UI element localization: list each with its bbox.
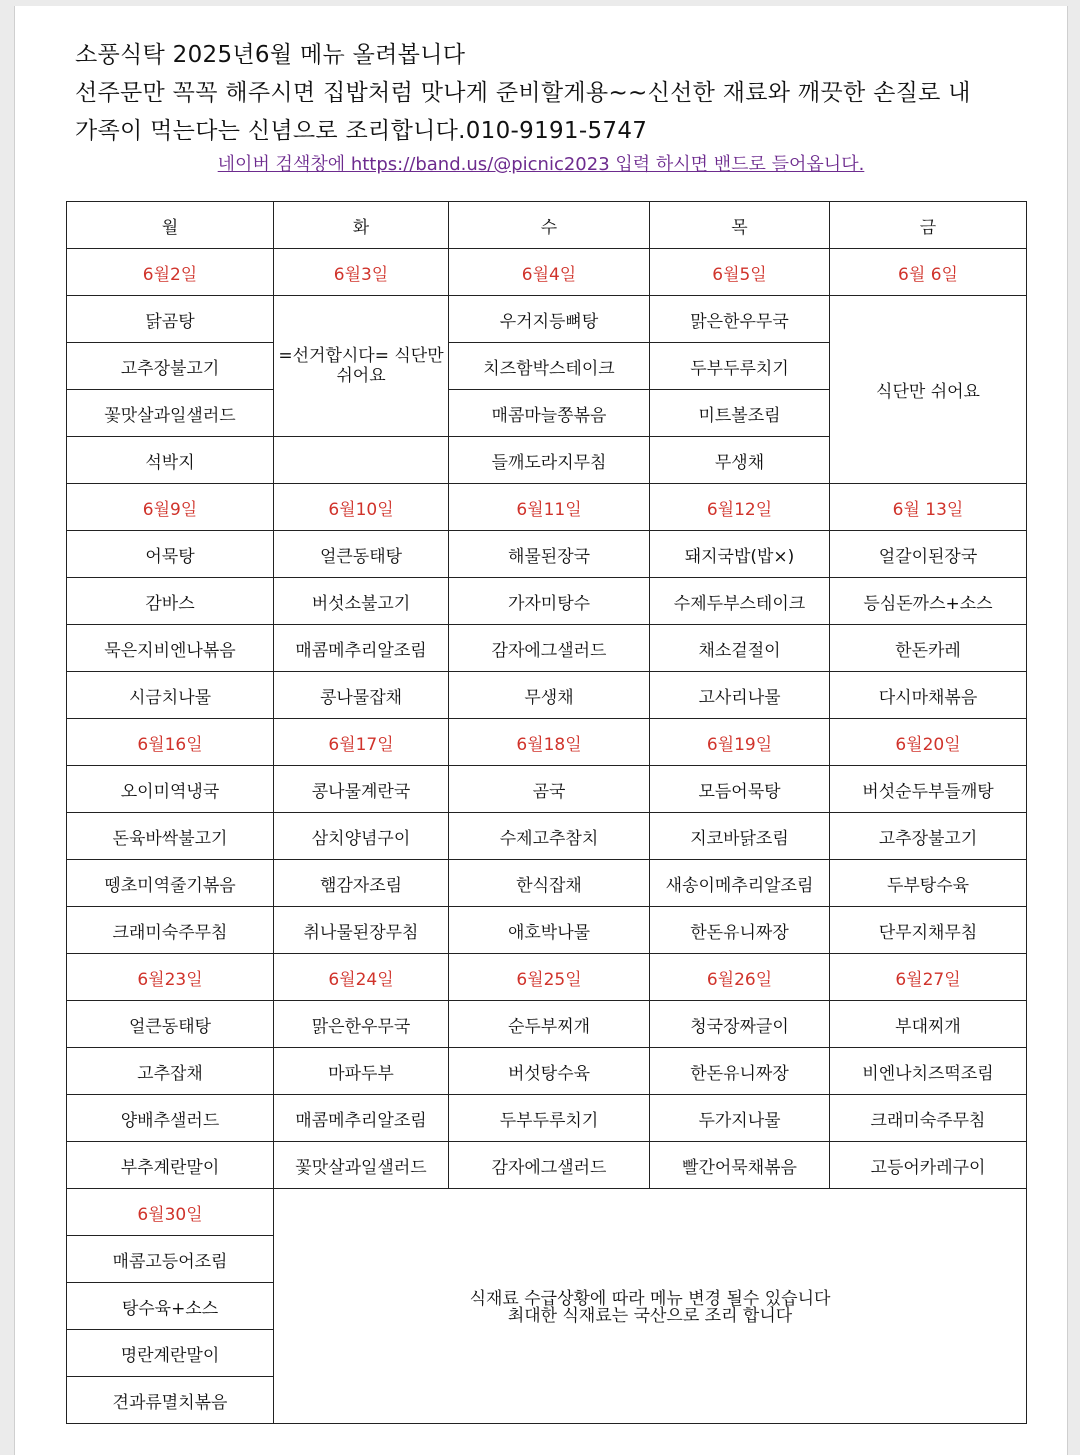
menu-cell: 한돈카레: [830, 625, 1027, 672]
document-page: [14, 6, 1068, 1455]
weekday-thu: 목: [650, 202, 830, 249]
weekday-fri: 금: [830, 202, 1027, 249]
date-cell: 6월9일: [67, 484, 274, 531]
menu-cell: 수제두부스테이크: [650, 578, 830, 625]
menu-cell: 한식잡채: [449, 860, 650, 907]
menu-cell: 얼큰동태탕: [274, 531, 449, 578]
date-cell: 6월 6일: [830, 249, 1027, 296]
menu-cell: 한돈유니짜장: [650, 907, 830, 954]
intro-line: 선주문만 꼭꼭 해주시면 집밥처럼 맛나게 준비할게용~~신선한 재료와 깨끗한 손질로 내: [75, 80, 971, 106]
menu-cell: 빨간어묵채볶음: [650, 1142, 830, 1189]
menu-cell: 꽃맛살과일샐러드: [67, 390, 274, 437]
phone-number: 010-9191-5747: [465, 118, 648, 144]
menu-cell: 맑은한우무국: [650, 296, 830, 343]
menu-row: [67, 531, 1027, 578]
empty-cell: [274, 437, 449, 484]
menu-row: [67, 1001, 1027, 1048]
date-cell: 6월24일: [274, 954, 449, 1001]
menu-cell: 고추장불고기: [67, 343, 274, 390]
menu-cell: 모듬어묵탕: [650, 766, 830, 813]
menu-cell: 매콤마늘쫑볶음: [449, 390, 650, 437]
menu-cell: 순두부찌개: [449, 1001, 650, 1048]
menu-cell: 석박지: [67, 437, 274, 484]
menu-cell: 고추잡채: [67, 1048, 274, 1095]
date-row: [67, 484, 1027, 531]
menu-row: [67, 766, 1027, 813]
date-cell: 6월27일: [830, 954, 1027, 1001]
menu-cell: 고등어카레구이: [830, 1142, 1027, 1189]
date-cell: 6월17일: [274, 719, 449, 766]
menu-cell: 버섯소불고기: [274, 578, 449, 625]
menu-cell: 버섯순두부들깨탕: [830, 766, 1027, 813]
date-cell: 6월3일: [274, 249, 449, 296]
menu-cell: 양배추샐러드: [67, 1095, 274, 1142]
menu-cell: 매콤고등어조림: [67, 1236, 274, 1283]
menu-cell: 매콤메추리알조림: [274, 1095, 449, 1142]
date-cell: 6월20일: [830, 719, 1027, 766]
menu-cell: 콩나물잡채: [274, 672, 449, 719]
date-cell: 6월23일: [67, 954, 274, 1001]
menu-cell: 돈육바싹불고기: [67, 813, 274, 860]
date-row: [67, 954, 1027, 1001]
date-cell: 6월16일: [67, 719, 274, 766]
menu-cell: 크래미숙주무침: [67, 907, 274, 954]
menu-cell: 감자에그샐러드: [449, 1142, 650, 1189]
menu-cell: 시금치나물: [67, 672, 274, 719]
menu-cell: 마파두부: [274, 1048, 449, 1095]
menu-cell: 두가지나물: [650, 1095, 830, 1142]
menu-cell: 비엔나치즈떡조림: [830, 1048, 1027, 1095]
menu-cell: 채소겉절이: [650, 625, 830, 672]
menu-cell: 햄감자조림: [274, 860, 449, 907]
menu-row: [67, 1095, 1027, 1142]
notice-line: 최대한 식재료는 국산으로 조리 합니다: [507, 1306, 793, 1326]
menu-cell: 오이미역냉국: [67, 766, 274, 813]
date-cell: 6월4일: [449, 249, 650, 296]
menu-row: [67, 813, 1027, 860]
menu-cell: 취나물된장무침: [274, 907, 449, 954]
intro-line-2: [75, 112, 1065, 150]
menu-cell: 두부두루치기: [449, 1095, 650, 1142]
menu-cell: 감바스: [67, 578, 274, 625]
date-cell: 6월18일: [449, 719, 650, 766]
date-cell: 6월12일: [650, 484, 830, 531]
menu-row: [67, 578, 1027, 625]
menu-cell: 탕수육+소스: [67, 1283, 274, 1330]
menu-cell: 묵은지비엔나볶음: [67, 625, 274, 672]
menu-cell: 닭곰탕: [67, 296, 274, 343]
menu-cell: 무생채: [449, 672, 650, 719]
date-cell: 6월5일: [650, 249, 830, 296]
weekday-mon: 월: [67, 202, 274, 249]
weekday-header-row: [67, 202, 1027, 249]
menu-cell: 한돈유니짜장: [650, 1048, 830, 1095]
menu-cell: 명란계란말이: [67, 1330, 274, 1377]
menu-cell: 미트볼조림: [650, 390, 830, 437]
weekday-tue: 화: [274, 202, 449, 249]
menu-cell: 해물된장국: [449, 531, 650, 578]
menu-cell: 등심돈까스+소스: [830, 578, 1027, 625]
menu-row: [67, 296, 1027, 343]
menu-cell: 치즈함박스테이크: [449, 343, 650, 390]
date-cell: 6월11일: [449, 484, 650, 531]
date-cell: 6월10일: [274, 484, 449, 531]
menu-cell: 뗑초미역줄기볶음: [67, 860, 274, 907]
date-cell: 6월2일: [67, 249, 274, 296]
menu-table: [66, 201, 1027, 1424]
menu-cell: 꽃맛살과일샐러드: [274, 1142, 449, 1189]
menu-cell: 고사리나물: [650, 672, 830, 719]
date-cell: 6월 13일: [830, 484, 1027, 531]
title-line: 소풍식탁 2025년6월 메뉴 올려봅니다: [75, 42, 466, 68]
menu-cell: 애호박나물: [449, 907, 650, 954]
menu-cell: 우거지등뼈탕: [449, 296, 650, 343]
notice-line: 식재료 수급상황에 따라 메뉴 변경 될수 있습니다: [469, 1289, 831, 1309]
menu-cell: 감자에그샐러드: [449, 625, 650, 672]
menu-cell: 고추장불고기: [830, 813, 1027, 860]
intro-text: 가족이 먹는다는 신념으로 조리합니다.: [75, 118, 466, 144]
weekday-wed: 수: [449, 202, 650, 249]
menu-row: [67, 907, 1027, 954]
menu-cell: 콩나물계란국: [274, 766, 449, 813]
menu-cell: 청국장짜글이: [650, 1001, 830, 1048]
date-cell: 6월19일: [650, 719, 830, 766]
menu-row: [67, 860, 1027, 907]
menu-cell: 두부두루치기: [650, 343, 830, 390]
menu-cell: 맑은한우무국: [274, 1001, 449, 1048]
menu-row: [67, 625, 1027, 672]
menu-cell: 얼갈이된장국: [830, 531, 1027, 578]
closed-note-tue: =선거합시다= 식단만 쉬어요: [274, 296, 449, 437]
menu-row: [67, 1048, 1027, 1095]
date-row: [67, 719, 1027, 766]
band-link-text[interactable]: 네이버 검색창에 https://band.us/@picnic2023 입력 하시면 밴드로 들어옵니다.: [217, 154, 865, 175]
menu-cell: 무생채: [650, 437, 830, 484]
date-cell: 6월26일: [650, 954, 830, 1001]
menu-cell: 어묵탕: [67, 531, 274, 578]
date-row: [67, 249, 1027, 296]
date-row: [67, 1189, 1027, 1236]
closed-note-fri: 식단만 쉬어요: [830, 296, 1027, 484]
menu-cell: 수제고추참치: [449, 813, 650, 860]
date-cell: 6월25일: [449, 954, 650, 1001]
menu-cell: 단무지채무침: [830, 907, 1027, 954]
menu-cell: 삼치양념구이: [274, 813, 449, 860]
menu-row: [67, 672, 1027, 719]
menu-cell: 부추계란말이: [67, 1142, 274, 1189]
menu-cell: 새송이메추리알조림: [650, 860, 830, 907]
menu-cell: 들깨도라지무침: [449, 437, 650, 484]
menu-cell: 버섯탕수육: [449, 1048, 650, 1095]
menu-cell: 두부탕수육: [830, 860, 1027, 907]
menu-cell: 다시마채볶음: [830, 672, 1027, 719]
notice-cell: [274, 1189, 1027, 1424]
date-cell: 6월30일: [67, 1189, 274, 1236]
menu-cell: 얼큰동태탕: [67, 1001, 274, 1048]
header: [75, 36, 1065, 150]
menu-cell: 부대찌개: [830, 1001, 1027, 1048]
menu-row: [67, 1142, 1027, 1189]
menu-cell: 돼지국밥(밥×): [650, 531, 830, 578]
menu-cell: 지코바닭조림: [650, 813, 830, 860]
menu-cell: 크래미숙주무침: [830, 1095, 1027, 1142]
menu-cell: 가자미탕수: [449, 578, 650, 625]
menu-cell: 곰국: [449, 766, 650, 813]
menu-cell: 매콤메추리알조림: [274, 625, 449, 672]
menu-cell: 견과류멸치볶음: [67, 1377, 274, 1424]
